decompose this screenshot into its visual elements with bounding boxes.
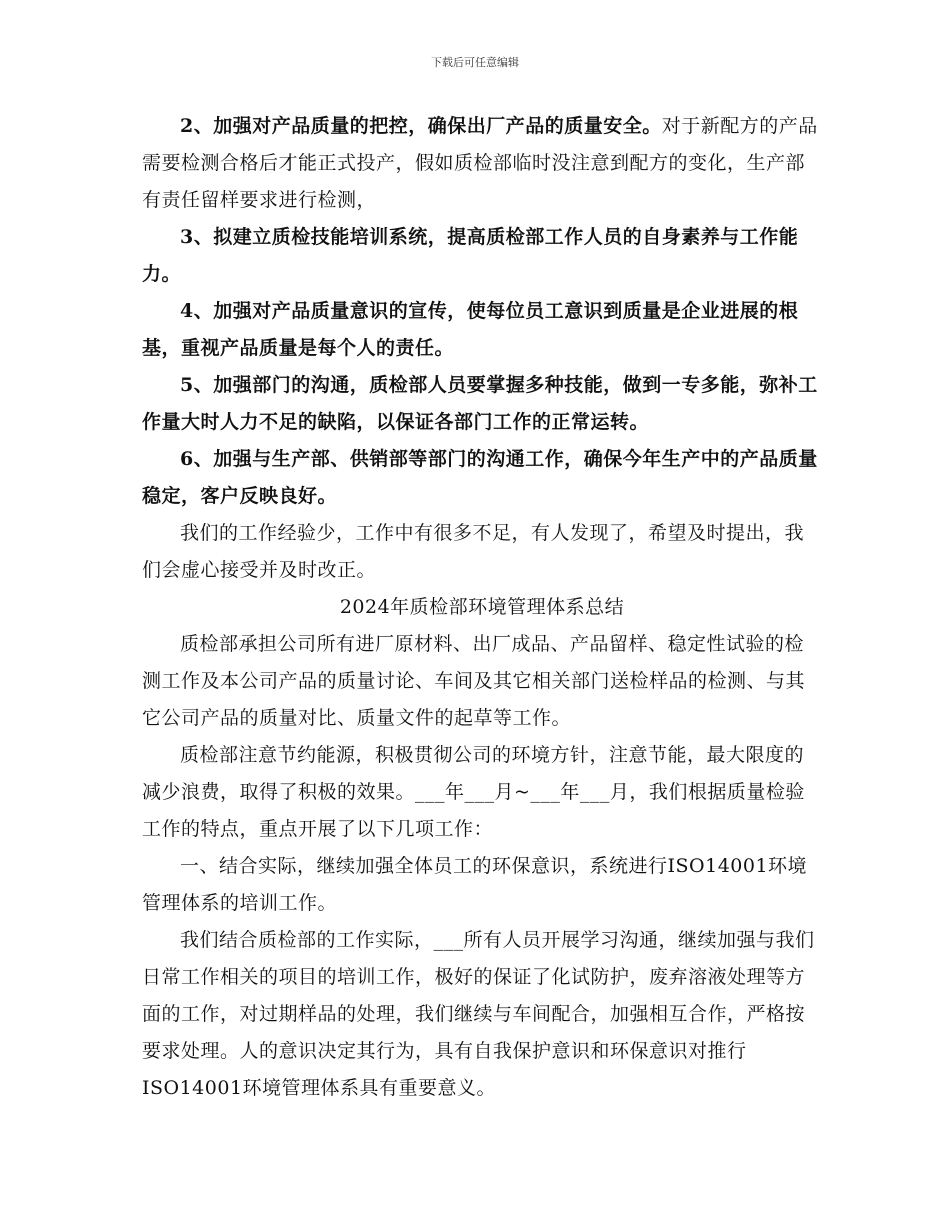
paragraph-item-5: 5、加强部门的沟通，质检部人员要掌握多种技能，做到一专多能，弥补工作量大时人力不足的缺陷，以保证各部门工作的正常运转。	[142, 374, 818, 433]
section-paragraph-3: 一、结合实际，继续加强全体员工的环保意识，系统进行ISO14001环境管理体系的培训工作。	[142, 855, 808, 914]
closing-paragraph: 我们的工作经验少，工作中有很多不足，有人发现了，希望及时提出，我们会虚心接受并及时改正。	[142, 522, 805, 581]
paragraph-item-6: 6、加强与生产部、供销部等部门的沟通工作，确保今年生产中的产品质量稳定，客户反映良好。	[142, 448, 818, 507]
paragraph-item-3: 3、拟建立质检技能培训系统，提高质检部工作人员的自身素养与工作能力。	[142, 226, 799, 285]
section-paragraph-1: 质检部承担公司所有进厂原材料、出厂成品、产品留样、稳定性试验的检测工作及本公司产品的质量讨论、车间及其它相关部门送检样品的检测、与其它公司产品的质量对比、质量文件的起草等工作。	[142, 633, 806, 729]
section-paragraph-4: 我们结合质检部的工作实际，___所有人员开展学习沟通，继续加强与我们日常工作相关的项目的培训工作，极好的保证了化试防护，废弃溶液处理等方面的工作，对过期样品的处理，我们继续与车间配合，加强相互合作，严格按要求处理。人的意识决定其行为，具有自我保护意识和环保意识对推行ISO14001环境管理体系具有重要意义。	[142, 929, 815, 1099]
document-body	[142, 108, 822, 1107]
paragraph-item-2	[142, 108, 822, 219]
bold-lead: 2、加强对产品质量的把控，确保出厂产品的质量安全。	[180, 115, 662, 137]
paragraph-text: 对于新配方的产品需要检测合格后才能正式投产，假如质检部临时没注意到配方的变化，生产部有责任留样要求进行检测，	[142, 115, 818, 211]
section-paragraph-2: 质检部注意节约能源，积极贯彻公司的环境方针，注意节能，最大限度的减少浪费，取得了积极的效果。___年___月~___年___月，我们根据质量检验工作的特点，重点开展了以下几项工作：	[142, 744, 805, 840]
paragraph-item-4: 4、加强对产品质量意识的宣传，使每位员工意识到质量是企业进展的根基，重视产品质量是每个人的责任。	[142, 300, 799, 359]
page-header: 下载后可任意编辑	[431, 56, 519, 69]
section-title: 2024年质检部环境管理体系总结	[339, 596, 625, 618]
